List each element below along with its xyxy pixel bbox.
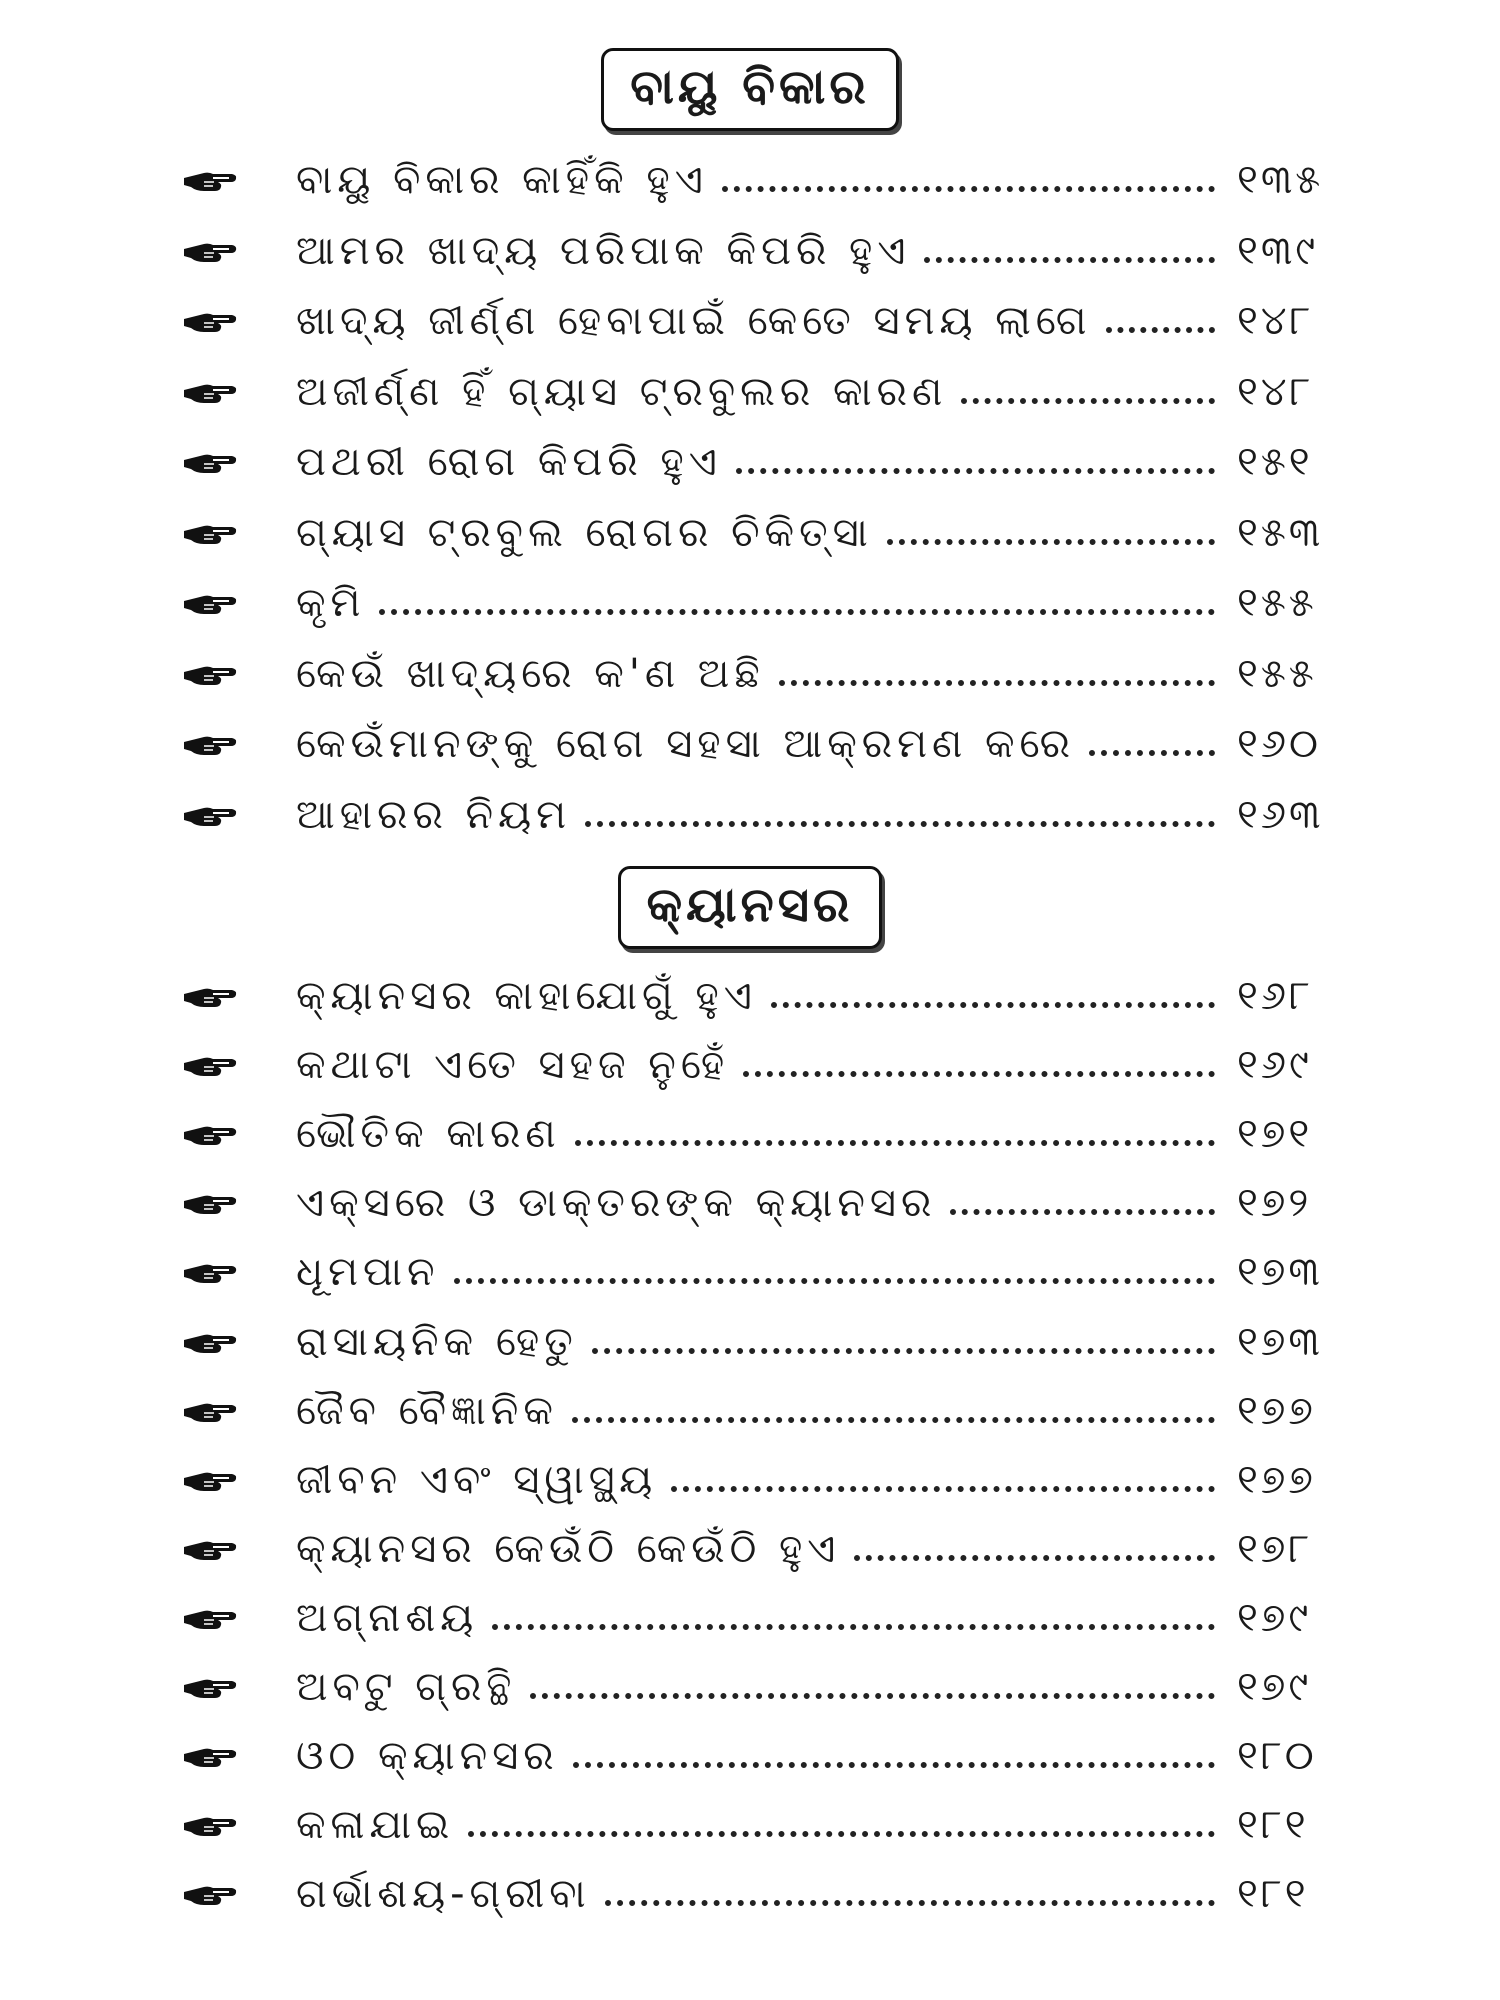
section-heading-2 [0, 866, 1500, 949]
entry-title: କଳାଯାଇ [296, 1802, 455, 1849]
entry-title: କେଉଁମାନଙ୍କୁ ରୋଗ ସହସା ଆକ୍ରମଣ କରେ [296, 721, 1075, 767]
page-number: ୧୮୦ [1237, 1733, 1317, 1780]
toc-entry[interactable] [182, 714, 1337, 774]
toc-entry[interactable] [182, 1104, 1337, 1164]
entry-title: ଆହାରର ନିୟମ [296, 791, 571, 838]
dot-leader [854, 1555, 1215, 1561]
pointing-hand-icon [182, 1188, 238, 1218]
toc-entry[interactable] [182, 1864, 1337, 1924]
dot-leader [572, 1417, 1215, 1423]
page-number: ୧୫୧ [1237, 439, 1313, 485]
pointing-hand-icon [182, 588, 238, 618]
toc-entry[interactable] [182, 291, 1337, 351]
section-heading-1 [0, 48, 1500, 131]
dot-leader [454, 1278, 1215, 1284]
toc-entry[interactable] [182, 1657, 1337, 1717]
entry-title: ଧୂମପାନ [296, 1249, 440, 1296]
dot-leader [592, 1348, 1215, 1354]
page-number: ୧୭୩ [1237, 1318, 1323, 1365]
toc-entry[interactable] [182, 573, 1337, 633]
toc-entry[interactable] [182, 966, 1337, 1026]
dot-leader [585, 821, 1215, 827]
page-number: ୧୬୦ [1237, 721, 1321, 767]
page-number: ୧୮୧ [1237, 1802, 1309, 1849]
dot-leader [468, 1831, 1215, 1837]
pointing-hand-icon [182, 1465, 238, 1495]
pointing-hand-icon [182, 165, 238, 195]
page-number: ୧୭୨ [1237, 1180, 1312, 1227]
pointing-hand-icon [182, 1879, 238, 1909]
toc-entry[interactable] [182, 221, 1337, 281]
toc-entry[interactable] [182, 644, 1337, 704]
entry-title: କଥାଟା ଏତେ ସହଜ ନୁହେଁ [296, 1042, 730, 1089]
entry-title: କେଉଁ ଖାଦ୍ୟରେ କ'ଣ ଅଛି [296, 650, 765, 697]
entry-title: ଏକ୍ସରେ ଓ ଡାକ୍ତରଙ୍କ କ୍ୟାନସର [296, 1180, 937, 1227]
pointing-hand-icon [182, 1741, 238, 1771]
section-title: ବାୟୁ ବିକାର [601, 48, 899, 131]
entry-title: ଗ୍ୟାସ ଟ୍ରବୁଲ ରୋଗର ଚିକିତ୍ସା [296, 509, 873, 556]
page-number: ୧୩୫ [1237, 157, 1324, 203]
dot-leader [736, 468, 1215, 474]
pointing-hand-icon [182, 981, 238, 1011]
entry-title: ଅବଟୁ ଗ୍ରନ୍ଥି [296, 1664, 517, 1710]
toc-entry[interactable] [182, 1726, 1337, 1786]
page-number: ୧୭୭ [1237, 1456, 1316, 1503]
pointing-hand-icon [182, 1810, 238, 1840]
entry-title: ଅଜୀର୍ଣ୍ଣ ହିଁ ଗ୍ୟାସ ଟ୍ରବୁଲର କାରଣ [296, 368, 948, 415]
page-number: ୧୭୯ [1237, 1664, 1312, 1710]
entry-title: ଜୈବ ବୈଜ୍ଞାନିକ [296, 1387, 558, 1434]
page-number: ୧୬୯ [1237, 1042, 1312, 1089]
page-number: ୧୩୯ [1237, 227, 1319, 274]
pointing-hand-icon [182, 729, 238, 759]
toc-entry[interactable] [182, 1795, 1337, 1855]
dot-leader [605, 1900, 1215, 1906]
toc-entry[interactable] [182, 1242, 1337, 1302]
pointing-hand-icon [182, 659, 238, 689]
pointing-hand-icon [182, 1396, 238, 1426]
pointing-hand-icon [182, 800, 238, 830]
toc-entry[interactable] [182, 785, 1337, 845]
page-number: ୧୭୧ [1237, 1111, 1313, 1158]
toc-entry[interactable] [182, 1519, 1337, 1579]
entry-title: ଆମର ଖାଦ୍ୟ ପରିପାକ କିପରି ହୁଏ [296, 227, 911, 274]
toc-entry[interactable] [182, 150, 1337, 210]
dot-leader [722, 186, 1215, 192]
pointing-hand-icon [182, 518, 238, 548]
page-number: ୧୭୩ [1237, 1249, 1323, 1296]
page-number: ୧୫୩ [1237, 509, 1324, 556]
entry-title: ଅଗ୍ନାଶୟ [296, 1594, 479, 1641]
entry-title: ରାସାୟନିକ ହେତୁ [296, 1318, 578, 1365]
toc-entry[interactable] [182, 1312, 1337, 1372]
dot-leader [779, 680, 1215, 686]
pointing-hand-icon [182, 1672, 238, 1702]
section-title: କ୍ୟାନସର [618, 866, 883, 949]
pointing-hand-icon [182, 236, 238, 266]
entry-title: ପଥରୀ ରୋଗ କିପରି ହୁଏ [296, 439, 722, 485]
toc-entry[interactable] [182, 503, 1337, 563]
dot-leader [950, 1209, 1215, 1215]
entry-title: ଖାଦ୍ୟ ଜୀର୍ଣ୍ଣ ହେବାପାଇଁ କେତେ ସମୟ ଲାଗେ [296, 298, 1092, 344]
entry-title: କୃମି [296, 580, 366, 626]
dot-leader [671, 1486, 1215, 1492]
entry-title: ବାୟୁ ବିକାର କାହିଁକି ହୁଏ [296, 157, 708, 203]
dot-leader [887, 539, 1215, 545]
pointing-hand-icon [182, 306, 238, 336]
page-number: ୧୭୮ [1237, 1525, 1313, 1572]
page-number: ୧୬୮ [1237, 973, 1313, 1019]
toc-entry[interactable] [182, 1173, 1337, 1233]
entry-title: ଜୀବନ ଏବଂ ସ୍ୱାସ୍ଥ୍ୟ [296, 1456, 658, 1503]
pointing-hand-icon [182, 1119, 238, 1149]
page-number: ୧୪୮ [1237, 368, 1314, 415]
pointing-hand-icon [182, 377, 238, 407]
dot-leader [379, 609, 1215, 615]
toc-entry[interactable] [182, 1450, 1337, 1510]
entry-title: ଭୌତିକ କାରଣ [296, 1111, 561, 1158]
toc-entry[interactable] [182, 432, 1337, 492]
dot-leader [743, 1071, 1215, 1077]
page-number: ୧୫୫ [1237, 650, 1317, 697]
page-number: ୧୭୭ [1237, 1387, 1316, 1434]
page-number: ୧୪୮ [1237, 298, 1314, 344]
pointing-hand-icon [182, 1534, 238, 1564]
dot-leader [1106, 327, 1216, 333]
toc-entry[interactable] [182, 1588, 1337, 1648]
dot-leader [492, 1624, 1215, 1630]
page-number: ୧୭୯ [1237, 1594, 1312, 1641]
dot-leader [961, 398, 1215, 404]
entry-title: ଗର୍ଭାଶୟ-ଗ୍ରୀବା [296, 1871, 591, 1918]
page-number: ୧୮୧ [1237, 1871, 1309, 1918]
dot-leader [771, 1002, 1215, 1008]
entry-title: ଓଠ କ୍ୟାନସର [296, 1733, 559, 1780]
entry-title: କ୍ୟାନସର କାହାଯୋଗୁଁ ହୁଏ [296, 973, 757, 1019]
dot-leader [575, 1140, 1215, 1146]
entry-title: କ୍ୟାନସର କେଉଁଠି କେଉଁଠି ହୁଏ [296, 1525, 841, 1572]
dot-leader [573, 1762, 1215, 1768]
toc-entry[interactable] [182, 1035, 1337, 1095]
pointing-hand-icon [182, 1327, 238, 1357]
pointing-hand-icon [182, 447, 238, 477]
pointing-hand-icon [182, 1257, 238, 1287]
pointing-hand-icon [182, 1050, 238, 1080]
pointing-hand-icon [182, 1603, 238, 1633]
dot-leader [1089, 750, 1215, 756]
dot-leader [530, 1693, 1215, 1699]
page-number: ୧୬୩ [1237, 791, 1324, 838]
toc-entry[interactable] [182, 1381, 1337, 1441]
toc-entry[interactable] [182, 362, 1337, 422]
dot-leader [924, 257, 1215, 263]
page-number: ୧୫୫ [1237, 580, 1317, 626]
